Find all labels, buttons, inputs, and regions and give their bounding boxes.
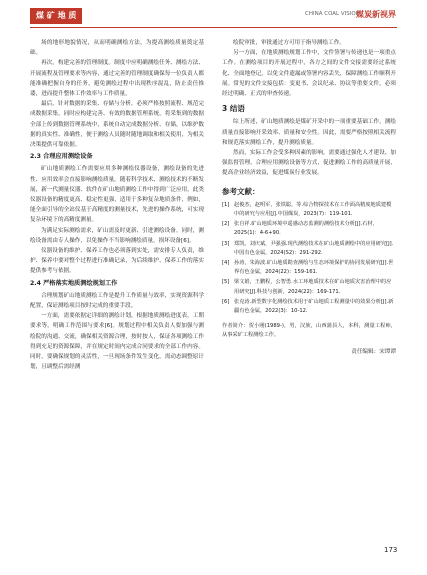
- reference-text: 张克涛.新型数字化测绘技术用于矿山地质工程测量中的效果分析[J].新疆有色金属，2022(3)：10-12.: [234, 298, 394, 315]
- body-paragraph: 矿山地质测绘工作需要应用多种测绘仪器设备，测绘设备的先进性、应用效率会直接影响测绘质量。随着科学技术、测绘技术的不断发展，新一代测量仪器、软件在矿山地质测绘工作中得到广泛应用，此类仪器设备的精度更高、稳定性更强，适用于多种复杂地质条件，例如，能全面引导的全站仪基于高精度的测量技术，先进的操作系统，可实现复杂环境下的高精度测量。: [30, 166, 204, 224]
- references-title: 参考文献：: [222, 186, 260, 196]
- reference-item: [222, 278, 396, 296]
- body-paragraph: 绘院审批，审批通过方可用于指导测绘工作。: [233, 40, 345, 46]
- reference-number: [6]: [222, 298, 230, 305]
- reference-text: 张自祥.矿山地质环境中遥感动态监测的测绘技术分析[J].石材，2025(1)：4-6+90.: [234, 221, 378, 237]
- section-heading: 2.3 合理应用测绘设备: [30, 153, 93, 161]
- section-heading: 2.4 严格落实地质测绘规划工作: [30, 279, 118, 287]
- body-paragraph: 仪器设备的维护、保养工作也必须落到实处，需安排专人负责，维护、保养中要对整个过程进行准确记录，为后续维护、保养工作的落实提供参考与依据。: [30, 248, 204, 275]
- body-paragraph: 合理规划矿山地质测绘工作是提升工作质量与效率，实现资源科学配置，保证测绘项目按时完成的重要手段。: [30, 292, 204, 310]
- reference-number: [4]: [222, 260, 230, 267]
- page-number: 173: [384, 546, 398, 554]
- reference-text: 郑凯，刘庆斌，尹强强.现代测绘技术在矿山地质测绘中的应用研究[J].中国有色金属，2024(S2)：291-292.: [234, 240, 394, 256]
- right-paragraphs: [222, 38, 396, 99]
- section-tag: 煤 矿 地 质: [30, 8, 82, 24]
- conclusion-paragraph: 然而，实际工作会受多种因素的影响，需要通过强化人才建设、加强监督管理、合理应用测绘设备等方式，促进测绘工作的高质量开展，提高企业经济效益，促进煤炭行业发展。: [222, 150, 396, 177]
- journal-name-en: CHINA COAL VISION: [305, 11, 360, 17]
- body-paragraph: 再次，构建完善的管理制度。制度中应明确测绘任务、测绘方法、开展流程及管理要求等内容，通过完善的管理制度确保每一位负责人都能准确把握自身的任务，避免测绘过程中出现秩序混乱，防止责任推诿，进而提升整体工作效率与工作质量。: [30, 60, 204, 98]
- reference-item: [222, 220, 396, 238]
- reference-text: 孙涛，朱海波.矿山地质勘查测绘与生态环境保护的协同发展研究[J].世界有色金属，2024(22)：159-161.: [234, 260, 394, 276]
- left-column: [30, 38, 204, 373]
- reference-number: [3]: [222, 240, 230, 247]
- body-paragraph: 一方面，需要依据定详细的测绘计划，根据地质测绘进度表，工期要求等，明确工作范围与要求[6]。规划过程中相关负责人要加强与测绘院的沟通、交流，确保相关资源合理，按时按人，保证各项测绘工作得到充足的资源保障，并在规定时间内完成合同要求的全部工作内容。同时，要确保规划的灵活性，一旦现场条件发生变化，需动态调整原计划，且调整后需经测: [30, 313, 204, 371]
- page-header: [0, 0, 427, 30]
- journal-name-cn: 煤炭新视界: [356, 10, 396, 19]
- body-paragraph: 为满足实际测绘需求，矿山需及时更新、引进测绘设备。同时，测绘设备需由专人操作，以免操作不当影响测绘质量，损坏设备[6]。: [30, 227, 204, 244]
- header-divider: [30, 27, 397, 28]
- reference-item: [222, 201, 396, 219]
- reference-number: [2]: [222, 221, 230, 228]
- reference-item: [222, 298, 396, 316]
- reference-item: [222, 240, 396, 258]
- author-note: 作者简介：贺小刚(1989-)，男，汉族，山西蒲县人，本科，测量工程师，从事采矿工程测绘工作。: [222, 323, 396, 339]
- body-paragraph: 另一方面，在地质测绘规划工作中，文件签署与传递也是一项重点工作。在测绘项目的开展过程中，各方之间的文件交接需要经过系统化、全面地登记，以免文件遗漏或签署内容丢失，保障测绘工作顺利开展。常见的文件交接包括：变更书、会议纪录、协议等重要文件，必须经过明确、正式的审查传递。: [222, 50, 396, 98]
- conclusion-paragraph: 综上所述，矿山地质测绘是煤矿开采中的一项重要基础工作，测绘质量直接影响开采效率、质量和安全性。因此，需要严格按照相关流程和规范落实测绘工作，提升测绘质量。: [222, 119, 396, 146]
- reference-list: [222, 201, 396, 316]
- editor-note: 责任编辑：宋谭谭: [351, 348, 396, 355]
- reference-number: [5]: [222, 279, 230, 286]
- reference-text: 梁文娟，王鹏程，公智勇.水工环地质技术在矿山地质灾害治理中的应用研究[J].科技与创新，2024(22)：169-171.: [234, 279, 392, 295]
- reference-text: 赵俊杰，赵明军，张铁聪，等.综合物探技术在工作面高精度地质建模中的研究与应用[J].中国煤炭，2023(7)：119-101.: [234, 201, 392, 218]
- conclusion-heading: 3 结语: [222, 104, 245, 114]
- body-paragraph: 最后，针对数据的采集、存储与分析，必须严格按照流程、规范完成数据采集，同时应构建完善、有效的数据管理系统，将采集到的数据全部上传到数据管理系统中，系统自动完成数据分析、存储，以维护数据的真实性、准确性，便于测绘人员随时随地调取和相关使用，为相关决策提供可靠依据。: [30, 101, 204, 149]
- body-paragraph: 场的地形地貌情况，从而明确测绘方法，为提高测绘质量奠定基础。: [30, 40, 204, 57]
- right-column: [222, 38, 396, 357]
- reference-item: [222, 259, 396, 277]
- reference-number: [1]: [222, 201, 230, 208]
